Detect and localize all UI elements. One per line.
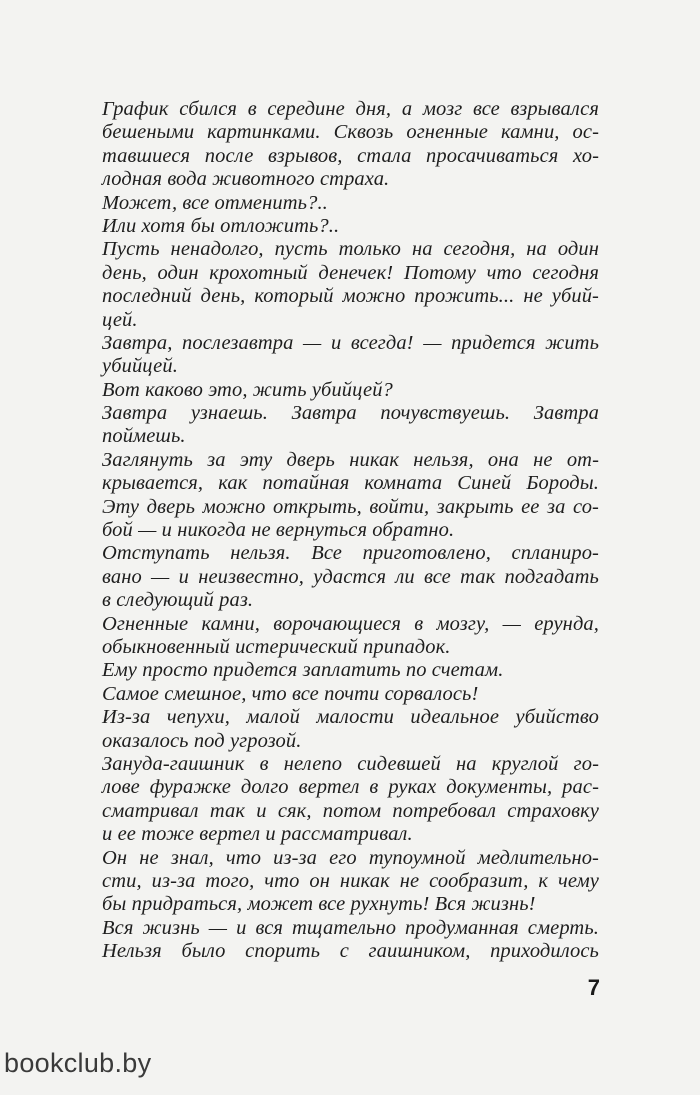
text-line: Вот каково это, жить убийцей? xyxy=(102,378,393,401)
text-line: цей. xyxy=(102,308,138,331)
text-line: убийцей. xyxy=(102,355,178,378)
text-line: Эту дверь можно открыть, войти, закрыть ее за со- xyxy=(102,495,599,518)
text-line: Огненные камни, ворочающиеся в мозгу, — ерунда, xyxy=(102,612,599,635)
text-line: Может, все отменить?.. xyxy=(102,191,328,214)
text-line: Он не знал, что из-за его тупоумной медлительно- xyxy=(102,846,599,869)
text-line: Отступать нельзя. Все приготовлено, спланиро- xyxy=(102,542,599,565)
text-line: Вся жизнь — и вся тщательно продуманная смерть. xyxy=(102,916,599,939)
body-text xyxy=(102,98,599,963)
text-line: оказалось под угрозой. xyxy=(102,729,302,752)
text-line: Или хотя бы отложить?.. xyxy=(102,214,340,237)
text-line: Ему просто придется заплатить по счетам. xyxy=(102,659,504,682)
text-line: тавшиеся после взрывов, стала просачиваться хо- xyxy=(102,144,599,167)
text-line: сматривал так и сяк, потом потребовал страховку xyxy=(102,799,599,822)
text-line: лодная вода животного страха. xyxy=(102,168,390,191)
text-line: бой — и никогда не вернуться обратно. xyxy=(102,519,455,542)
text-line: Завтра узнаешь. Завтра почувствуешь. Завтра xyxy=(102,402,599,425)
text-line: крывается, как потайная комната Синей Бороды. xyxy=(102,472,599,495)
text-line: обыкновенный истерический припадок. xyxy=(102,635,451,658)
text-line: Нельзя было спорить с гаишником, приходилось xyxy=(102,940,599,963)
text-line: бы придраться, может все рухнуть! Вся жизнь! xyxy=(102,893,536,916)
page-number: 7 xyxy=(587,975,600,1000)
text-line: бешеными картинками. Сквозь огненные камни, ос- xyxy=(102,121,599,144)
text-line: Самое смешное, что все почти сорвалось! xyxy=(102,682,479,705)
text-line: Заглянуть за эту дверь никак нельзя, она не от- xyxy=(102,448,599,471)
text-line: Пусть ненадолго, пусть только на сегодня, на один xyxy=(102,238,599,261)
text-line: График сбился в середине дня, а мозг все взрывался xyxy=(102,98,599,120)
text-line: Зануда-гаишник в нелепо сидевшей на круглой го- xyxy=(102,752,599,775)
text-line: и ее тоже вертел и рассматривал. xyxy=(102,823,413,846)
watermark: bookclub.by xyxy=(4,1048,152,1078)
text-line: вано — и неизвестно, удастся ли все так подгадать xyxy=(102,565,599,588)
text-line: сти, из-за того, что он никак не сообразит, к чему xyxy=(102,869,599,892)
text-line: лове фуражке долго вертел в руках документы, рас- xyxy=(102,776,599,799)
text-line: день, один крохотный денечек! Потому что сегодня xyxy=(102,261,599,284)
text-line: Из-за чепухи, малой малости идеальное убийство xyxy=(102,706,599,729)
text-line: в следующий раз. xyxy=(102,589,254,612)
text-line: поймешь. xyxy=(102,425,186,448)
text-line: Завтра, послезавтра — и всегда! — придется жить xyxy=(102,331,599,354)
text-line: последний день, который можно прожить... не убий- xyxy=(102,285,599,308)
